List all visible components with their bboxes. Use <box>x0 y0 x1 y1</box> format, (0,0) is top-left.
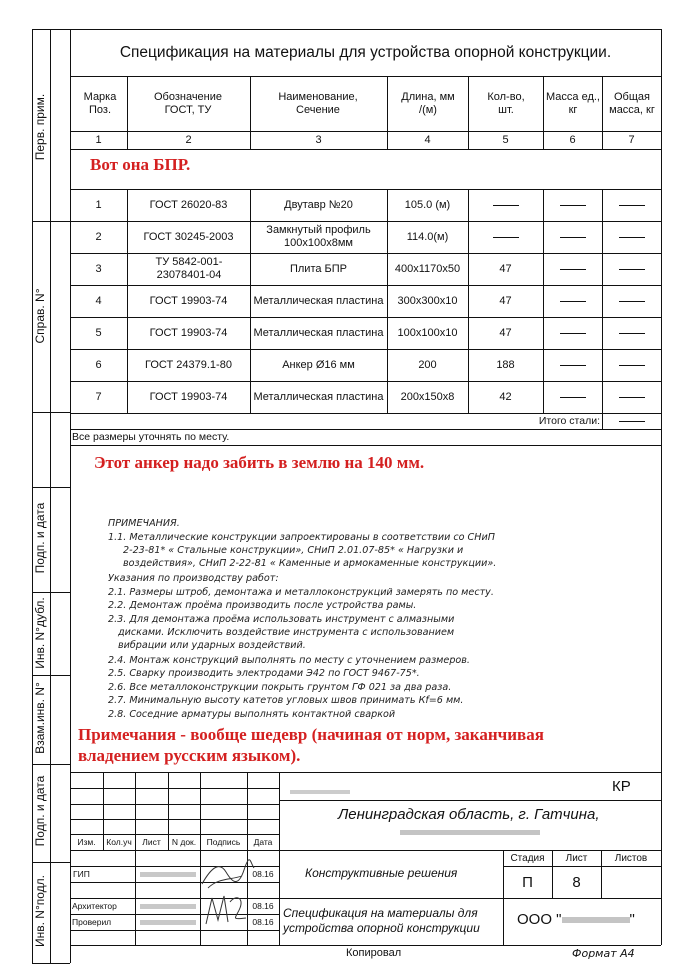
cell-gost: ГОСТ 19903-74 <box>149 390 228 403</box>
stamp-gip: ГИП <box>73 869 90 879</box>
cell-pos: 2 <box>95 230 102 243</box>
cell-mass-total <box>602 253 661 285</box>
header-mark-pos: Марка Поз. <box>83 91 117 116</box>
signature <box>198 858 256 892</box>
total-value <box>602 413 661 429</box>
note-line: дисками. Исключить воздействие инструмента с использованием <box>118 627 455 638</box>
col-number: 5 <box>502 133 509 146</box>
header-qty: Кол-во, шт. <box>487 91 525 116</box>
cell-mass-unit <box>543 317 602 349</box>
blurred-org-name <box>562 917 630 923</box>
stamp-podpis-label: Подпись <box>206 836 241 847</box>
cell-qty: 47 <box>499 294 512 307</box>
stamp-listov-label: Листов <box>614 852 648 864</box>
note-line: 2.7. Минимальную высоту катетов угловых швов принимать Кf=6 мм. <box>108 695 464 706</box>
cell-gost: ГОСТ 26020-83 <box>149 198 228 211</box>
signature <box>200 890 250 930</box>
format-label: Формат А4 <box>572 947 635 960</box>
cell-gost: ТУ 5842-001-23078401-04 <box>155 256 223 281</box>
cell-pos: 1 <box>95 198 102 211</box>
note-line: ПРИМЕЧАНИЯ. <box>108 518 180 529</box>
cell-mass-total <box>602 189 661 221</box>
annotation-notes-comment-line-1: Примечания - вообще шедевр (начиная от норм, заканчивая <box>78 725 544 744</box>
note-line: воздействия», СНиП 2-22-81 « Каменные и армокаменные конструкции». <box>123 558 497 569</box>
stamp-date-3: 08.16 <box>252 916 274 927</box>
stamp-date-1: 08.16 <box>252 868 274 879</box>
cell-mass-unit <box>543 381 602 413</box>
cell-mass-unit <box>543 221 602 253</box>
cell-qty <box>468 221 543 253</box>
stamp-doc-title: Спецификация на материалы для устройства опорной конструкции <box>283 906 480 935</box>
cell-name: Анкер Ø16 мм <box>282 358 355 371</box>
note-line: 2.4. Монтаж конструкций выполнять по месту с уточнением размеров. <box>108 655 470 666</box>
cell-mass-total <box>602 381 661 413</box>
stamp-code: КР <box>612 778 631 795</box>
cell-length: 105.0 (м) <box>404 198 451 211</box>
note-line: 2.6. Все металлоконструкции покрыть грунтом ГФ 021 за два раза. <box>108 682 452 693</box>
side-label-podp-data-2: Подп. и дата <box>33 775 47 847</box>
cell-name: Плита БПР <box>289 262 348 275</box>
cell-mass-unit <box>543 189 602 221</box>
stamp-org <box>517 911 635 928</box>
stamp-sheet-value: 8 <box>572 873 581 891</box>
cell-mass-unit <box>543 349 602 381</box>
stamp-location: Ленинградская область, г. Гатчина, <box>338 806 600 823</box>
stamp-org-prefix: ООО " <box>517 911 562 928</box>
cell-gost: ГОСТ 19903-74 <box>149 326 228 339</box>
annotation-anchor: Этот анкер надо забить в землю на 140 мм. <box>94 453 425 472</box>
side-label-vzam-inv: Взам.инв. N° <box>33 682 47 754</box>
cell-name: Двутавр №20 <box>284 198 353 211</box>
cell-length: 200х150х8 <box>400 390 455 403</box>
note-line: 1.1. Металлические конструкции запроектированы в соответствии со СНиП <box>108 532 495 543</box>
note-line: 2.1. Размеры штроб, демонтажа и металлоконструкций замерять по месту. <box>108 587 494 598</box>
all-sizes-note: Все размеры уточнять по месту. <box>72 431 230 443</box>
note-line: вибрации или ударных воздействий. <box>118 640 306 651</box>
header-length: Длина, мм /(м) <box>401 91 455 116</box>
col-number: 3 <box>315 133 322 146</box>
total-label: Итого стали: <box>538 415 600 427</box>
cell-name: Металлическая пластина <box>253 390 384 403</box>
cell-qty: 42 <box>499 390 512 403</box>
stamp-arkhitektor: Архитектор <box>72 901 117 911</box>
cell-pos: 5 <box>95 326 102 339</box>
header-mass-total: Общая масса, кг <box>609 91 655 116</box>
cell-mass-total <box>602 349 661 381</box>
blurred-name <box>140 920 196 925</box>
blurred-text <box>400 830 540 835</box>
cell-mass-total <box>602 317 661 349</box>
cell-length: 200 <box>418 358 437 371</box>
stamp-section: Конструктивные решения <box>305 866 458 880</box>
col-number: 7 <box>628 133 635 146</box>
cell-mass-unit <box>543 285 602 317</box>
cell-mass-total <box>602 221 661 253</box>
cell-pos: 3 <box>95 262 102 275</box>
stamp-stadiya-label: Стадия <box>510 852 545 864</box>
col-number: 1 <box>95 133 102 146</box>
stamp-org-suffix: " <box>629 911 635 928</box>
stamp-list-label: Лист <box>142 836 161 847</box>
note-line: 2.8. Соседние арматуры выполнять контактной сваркой <box>108 709 396 720</box>
stamp-proveril: Проверил <box>72 917 112 927</box>
note-line: 2.2. Демонтаж проёма производить после устройства рамы. <box>108 600 417 611</box>
cell-qty: 47 <box>499 262 512 275</box>
stamp-izm-label: Изм. <box>77 836 96 847</box>
cell-gost: ГОСТ 24379.1-80 <box>145 358 232 371</box>
cell-gost: ГОСТ 30245-2003 <box>143 230 234 243</box>
annotation-notes-comment-line-2: владением русским языком). <box>78 746 301 765</box>
col-number: 4 <box>424 133 431 146</box>
stamp-data-label: Дата <box>253 836 273 847</box>
cell-qty: 188 <box>496 358 515 371</box>
col-number: 6 <box>569 133 576 146</box>
cell-mass-unit <box>543 253 602 285</box>
cell-length: 114.0(м) <box>406 230 449 243</box>
stamp-stadiya-value: П <box>522 873 533 891</box>
cell-name: Металлическая пластина <box>253 326 384 339</box>
cell-qty <box>468 189 543 221</box>
side-label-inv-dubl: Инв. N°дубл. <box>33 597 47 669</box>
stamp-date-2: 08.16 <box>252 900 274 911</box>
cell-pos: 6 <box>95 358 102 371</box>
cell-pos: 7 <box>95 390 102 403</box>
col-number: 2 <box>185 133 192 146</box>
cell-gost: ГОСТ 19903-74 <box>149 294 228 307</box>
side-label-perv-prim: Перв. прим. <box>33 93 47 161</box>
note-line: 2.3. Для демонтажа проёма использовать инструмент с алмазными <box>108 614 455 625</box>
stamp-kol-uch-label: Кол.уч <box>106 836 132 847</box>
header-mass-unit: Масса ед., кг <box>546 91 600 116</box>
note-line: Указания по производству работ: <box>108 573 279 584</box>
kopiroval-label: Копировал <box>346 947 402 959</box>
header-name: Наименование, Сечение <box>278 91 358 116</box>
side-label-sprav: Справ. N° <box>33 288 47 344</box>
stamp-n-dok-label: N док. <box>171 836 197 847</box>
note-line: 2-23-81* « Стальные конструкции», СНиП 2.01.07-85* « Нагрузки и <box>123 545 464 556</box>
blurred-text <box>290 790 350 794</box>
stamp-list-count-label: Лист <box>565 852 588 864</box>
cell-length: 300х300х10 <box>397 294 458 307</box>
header-gost: Обозначение ГОСТ, ТУ <box>153 91 223 116</box>
document-title: Спецификация на материалы для устройства опорной конструкции. <box>119 44 612 61</box>
side-label-podp-data-1: Подп. и дата <box>33 502 47 574</box>
cell-pos: 4 <box>95 294 102 307</box>
blurred-name <box>140 904 196 909</box>
cell-length: 100х100х10 <box>397 326 458 339</box>
blurred-name <box>140 872 196 877</box>
cell-mass-total <box>602 285 661 317</box>
cell-name: Замкнутый профиль 100х100х8мм <box>266 224 371 249</box>
annotation-bpr: Вот она БПР. <box>90 155 191 174</box>
side-label-inv-podl: Инв. N°подл. <box>33 875 47 948</box>
cell-name: Металлическая пластина <box>253 294 384 307</box>
note-line: 2.5. Сварку производить электродами Э42 по ГОСТ 9467-75*. <box>108 668 420 679</box>
cell-qty: 47 <box>499 326 512 339</box>
cell-length: 400х1170х50 <box>394 262 461 275</box>
